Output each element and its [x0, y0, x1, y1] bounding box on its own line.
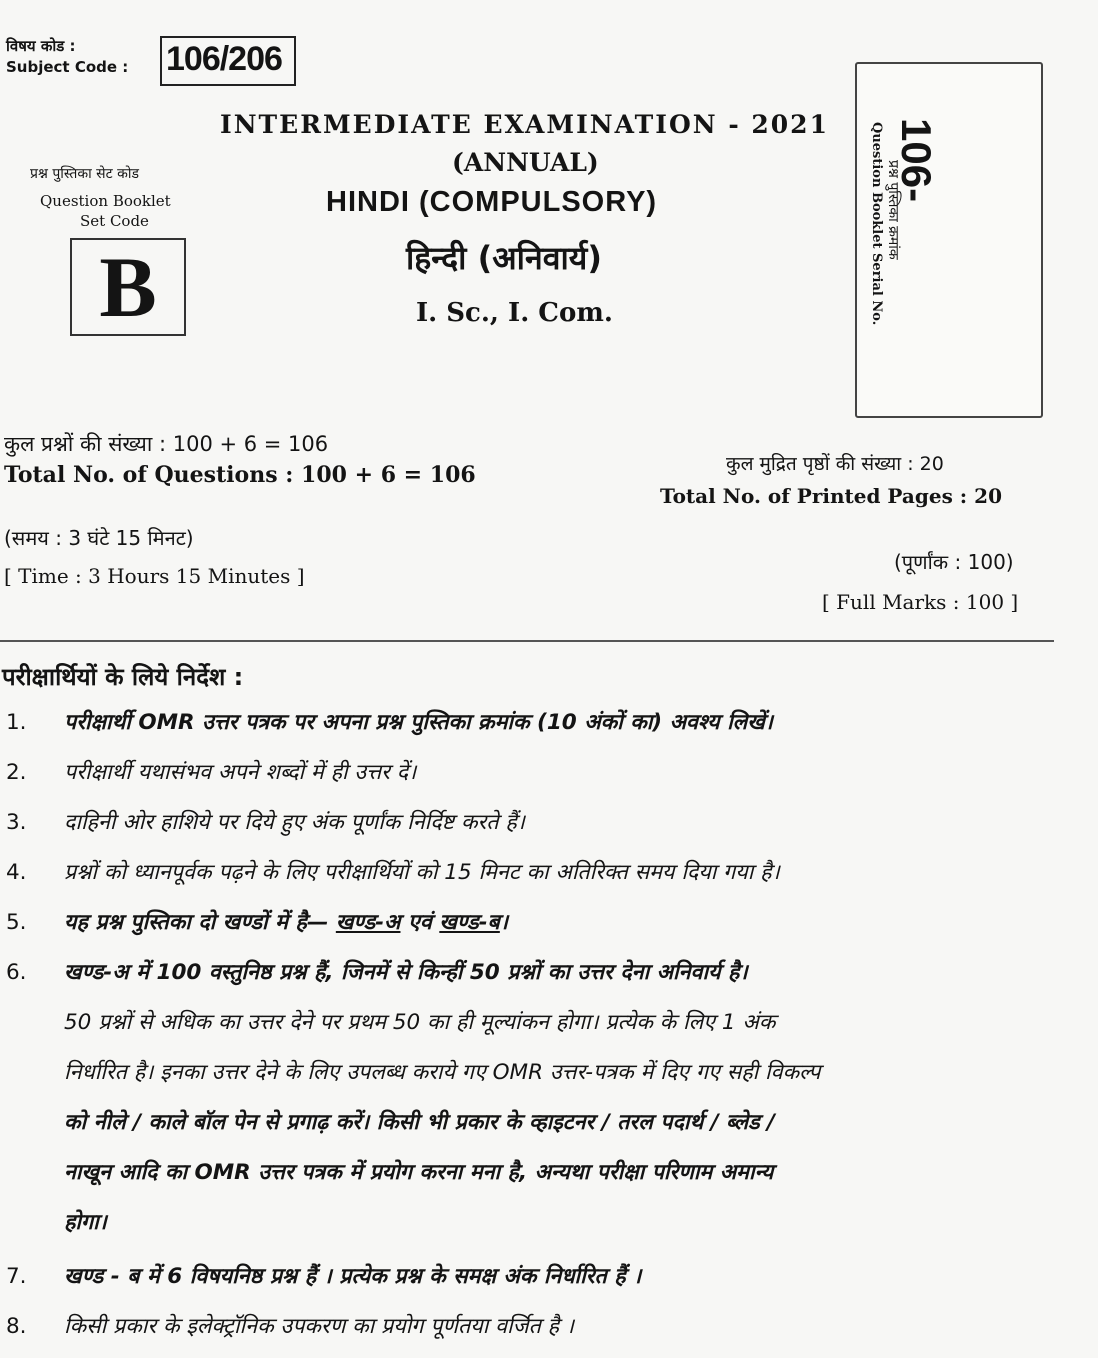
instruction-number: 7.: [6, 1264, 27, 1289]
instruction-item: [6, 698, 1090, 748]
serial-number-label-hindi: प्रश्न पुस्तिका क्रमांक: [885, 160, 901, 260]
instruction-number: 1.: [6, 710, 27, 735]
total-questions-hindi: कुल प्रश्नों की संख्या : 100 + 6 = 106: [4, 432, 329, 456]
instruction-item: [6, 798, 1090, 848]
exam-session: (ANNUAL): [452, 148, 599, 177]
instruction-continuation: को नीले / काले बॉल पेन से प्रगाढ़ करें। किसी भी प्रकार के व्हाइटनर / तरल पदार्थ / ब्लेड /: [64, 1110, 775, 1135]
full-marks-hindi: (पूर्णांक : 100): [894, 550, 1014, 574]
instruction-item: [6, 1252, 1090, 1302]
divider: [0, 640, 1054, 642]
instruction-text: परीक्षार्थी यथासंभव अपने शब्दों में ही उत्तर दें।: [64, 760, 417, 785]
instruction-number: 6.: [6, 960, 27, 985]
instruction-number: 8.: [6, 1314, 27, 1339]
instruction-text: ।: [499, 910, 508, 935]
exam-title: INTERMEDIATE EXAMINATION - 2021: [220, 110, 829, 139]
instruction-text: खण्ड - ब में 6 विषयनिष्ठ प्रश्न हैं । प्रत्येक प्रश्न के समक्ष अंक निर्धारित हैं ।: [64, 1264, 642, 1289]
section-a-label: खण्ड-अ: [335, 910, 401, 935]
full-marks: [ Full Marks : 100 ]: [822, 590, 1019, 614]
instruction-item: [6, 848, 1090, 898]
serial-number-value: 106-: [893, 118, 940, 203]
instruction-text: परीक्षार्थी OMR उत्तर पत्रक पर अपना प्रश्न पुस्तिका क्रमांक (10 अंकों का) अवश्य लिखें।: [64, 710, 773, 735]
instruction-text: यह प्रश्न पुस्तिका दो खण्डों में है—: [64, 910, 336, 935]
subject-title: HINDI (COMPULSORY): [326, 186, 658, 218]
instruction-continuation: 50 प्रश्नों से अधिक का उत्तर देने पर प्रथम 50 का ही मूल्यांकन होगा। प्रत्येक के लिए 1 अंक: [64, 1010, 776, 1035]
subject-code-label: Subject Code :: [6, 58, 129, 76]
time-hindi: (समय : 3 घंटे 15 मिनट): [4, 526, 194, 550]
set-code-label-line1: Question Booklet: [40, 192, 171, 210]
instruction-continuation: होगा।: [64, 1210, 107, 1235]
instruction-text: किसी प्रकार के इलेक्ट्रॉनिक उपकरण का प्रयोग पूर्णतया वर्जित है ।: [64, 1314, 575, 1339]
instruction-text: प्रश्नों को ध्यानपूर्वक पढ़ने के लिए परीक्षार्थियों को 15 मिनट का अतिरिक्त समय दिया गया है।: [64, 860, 780, 885]
instruction-number: 2.: [6, 760, 27, 785]
streams: I. Sc., I. Com.: [416, 298, 613, 328]
instruction-number: 5.: [6, 910, 27, 935]
instructions-heading: परीक्षार्थियों के लिये निर्देश :: [2, 663, 244, 691]
time: [ Time : 3 Hours 15 Minutes ]: [4, 564, 305, 588]
instruction-number: 3.: [6, 810, 27, 835]
subject-code-value: 106/206: [166, 40, 282, 78]
instruction-item: [6, 898, 1090, 948]
set-code-label-line2: Set Code: [80, 212, 149, 230]
instruction-item: [6, 948, 1090, 998]
instruction-text: खण्ड-अ में 100 वस्तुनिष्ठ प्रश्न हैं, जिनमें से किन्हीं 50 प्रश्नों का उत्तर देना अनिवार्य है।: [64, 960, 748, 985]
instruction-continuation: निर्धारित है। इनका उत्तर देने के लिए उपलब्ध कराये गए OMR उत्तर-पत्रक में दिए गए सही विकल्प: [64, 1060, 821, 1085]
serial-number-label: Question Booklet Serial No.: [869, 122, 884, 326]
subject-title-hindi: हिन्दी (अनिवार्य): [406, 239, 602, 277]
printed-pages-hindi: कुल मुद्रित पृष्ठों की संख्या : 20: [726, 453, 944, 475]
total-questions: Total No. of Questions : 100 + 6 = 106: [4, 462, 476, 488]
instruction-continuation: नाखून आदि का OMR उत्तर पत्रक में प्रयोग करना मना है, अन्यथा परीक्षा परिणाम अमान्य: [64, 1160, 774, 1185]
instruction-item: [6, 748, 1090, 798]
printed-pages: Total No. of Printed Pages : 20: [660, 484, 1002, 508]
set-code-label-hindi: प्रश्न पुस्तिका सेट कोड: [30, 166, 139, 182]
instruction-item: [6, 1302, 1090, 1352]
instruction-text: एवं: [400, 910, 440, 935]
instruction-number: 4.: [6, 860, 27, 885]
set-code-box: B: [70, 238, 186, 336]
subject-code-label-hindi: विषय कोड :: [6, 37, 76, 55]
section-b-label: खण्ड-ब: [439, 910, 500, 935]
instruction-text: दाहिनी ओर हाशिये पर दिये हुए अंक पूर्णांक निर्दिष्ट करते हैं।: [64, 810, 525, 835]
